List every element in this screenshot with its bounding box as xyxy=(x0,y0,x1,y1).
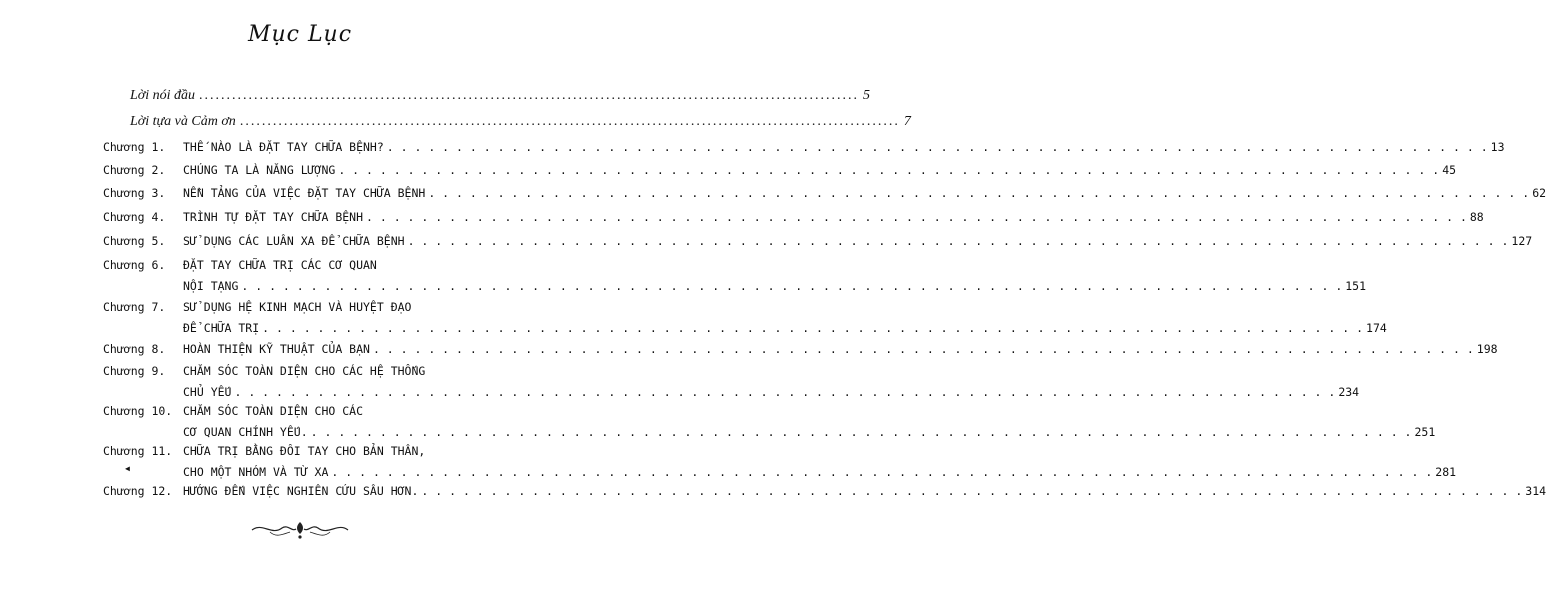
chapter-title: CHỦ YẾU xyxy=(183,385,232,399)
leader-dots: . . . . . . . . . . . . . . . . . . . . . . . . . . . . . . . . . . . . . . . . . . . . . . . . . . . . . . . . . . . . . . . . . . . . . . . . . . . . . . . . xyxy=(338,163,1440,177)
chapter-body xyxy=(183,163,1457,184)
chapter-title: CHĂM SÓC TOÀN DIỆN CHO CÁC HỆ THỐNG xyxy=(183,364,426,378)
chapter-title: HOÀN THIỆN KỸ THUẬT CỦA BẠN xyxy=(183,342,370,356)
chapter-title-line xyxy=(183,258,498,279)
chapter-title-line xyxy=(183,210,1484,231)
page-number: 127 xyxy=(1511,234,1533,248)
chapter-body xyxy=(183,210,1484,231)
leader-dots: . . . . . . . . . . . . . . . . . . . . . . . . . . . . . . . . . . . . . . . . . . . . . . . . . . . . . . . . . . . . . . . . . . . . . . . . . . . . . . . . xyxy=(234,385,1336,399)
chapter-label: Chương 9. xyxy=(103,364,166,378)
page-number: 62 xyxy=(1532,186,1546,200)
page-number: 7 xyxy=(903,114,911,129)
page-number: 13 xyxy=(1490,140,1505,154)
chapter-title: CHỮA TRỊ BẰNG ĐÔI TAY CHO BẢN THÂN, xyxy=(183,444,426,458)
front-matter-entry[interactable] xyxy=(130,88,871,104)
leader-dots: . . . . . . . . . . . . . . . . . . . . . . . . . . . . . . . . . . . . . . . . . . . . . . . . . . . . . . . . . . . . . . . . . . . . . . . . . . . . . . . . xyxy=(310,425,1412,439)
chapter-label: Chương 8. xyxy=(103,342,166,356)
chapter-label: Chương 2. xyxy=(103,163,166,177)
chapter-title: SỬ DỤNG CÁC LUÂN XA ĐỂ CHỮA BỆNH xyxy=(183,234,405,248)
page-number: 174 xyxy=(1366,321,1387,335)
chapter-title: SỬ DỤNG HỆ KINH MẠCH VÀ HUYỆT ĐẠO xyxy=(183,300,412,314)
chapter-title: ĐỂ CHỮA TRỊ xyxy=(183,321,260,335)
chapter-title: NỀN TẢNG CỦA VIỆC ĐẶT TAY CHỮA BỆNH xyxy=(183,186,426,200)
chapter-title-line xyxy=(183,300,498,321)
chapter-label: Chương 11. xyxy=(103,444,173,458)
chapter-body xyxy=(183,444,1457,486)
page-number: 88 xyxy=(1469,210,1484,224)
leader-dots: . . . . . . . . . . . . . . . . . . . . . . . . . . . . . . . . . . . . . . . . . . . . . . . . . . . . . . . . . . . . . . . . . . . . . . . . . . . . . . . . xyxy=(407,234,1509,248)
chapter-body xyxy=(183,484,1546,505)
chapter-title-line xyxy=(183,404,498,425)
chapter-title: CHO MỘT NHÓM VÀ TỪ XA xyxy=(183,465,329,479)
chapter-body xyxy=(183,404,1436,446)
page-number: 45 xyxy=(1442,163,1457,177)
leader-dots: . . . . . . . . . . . . . . . . . . . . . . . . . . . . . . . . . . . . . . . . . . . . . . . . . . . . . . . . . . . . . . . . . . . . . . . . . . . . . . . . xyxy=(241,279,1343,293)
chapter-title-line xyxy=(183,425,1436,446)
chapter-body xyxy=(183,140,1505,161)
chapter-label: Chương 6. xyxy=(103,258,166,272)
chapter-title: CHĂM SÓC TOÀN DIỆN CHO CÁC xyxy=(183,404,364,418)
page-number: 314 xyxy=(1525,484,1546,498)
front-matter-entry[interactable] xyxy=(130,114,911,130)
chapter-title-line xyxy=(183,234,1533,255)
leader-dots: ........................................................................................................................ xyxy=(199,88,860,103)
ornament-divider-icon xyxy=(250,518,350,540)
chapter-title-line xyxy=(183,484,1546,505)
chapter-title-line xyxy=(183,342,1498,363)
margin-mark: ◀ xyxy=(125,464,130,473)
chapter-label: Chương 1. xyxy=(103,140,166,154)
chapter-body xyxy=(183,234,1533,255)
page-number: 151 xyxy=(1345,279,1367,293)
chapter-label: Chương 7. xyxy=(103,300,166,314)
chapter-body xyxy=(183,364,1360,406)
chapter-title-line xyxy=(183,465,1457,486)
chapter-label: Chương 12. xyxy=(103,484,173,498)
leader-dots: . . . . . . . . . . . . . . . . . . . . . . . . . . . . . . . . . . . . . . . . . . . . . . . . . . . . . . . . . . . . . . . . . . . . . . . . . . . . . . . . xyxy=(421,484,1523,498)
chapter-title: THẾ NÀO LÀ ĐẶT TAY CHỮA BỆNH? xyxy=(183,140,384,154)
leader-dots: . . . . . . . . . . . . . . . . . . . . . . . . . . . . . . . . . . . . . . . . . . . . . . . . . . . . . . . . . . . . . . . . . . . . . . . . . . . . . . . . xyxy=(262,321,1364,335)
leader-dots: . . . . . . . . . . . . . . . . . . . . . . . . . . . . . . . . . . . . . . . . . . . . . . . . . . . . . . . . . . . . . . . . . . . . . . . . . . . . . . . . xyxy=(372,342,1474,356)
chapter-title: TRÌNH TỰ ĐẶT TAY CHỮA BỆNH xyxy=(183,210,364,224)
chapter-title: CƠ QUAN CHÍNH YẾU. xyxy=(183,425,308,439)
leader-dots: ........................................................................................................................ xyxy=(239,114,900,129)
chapter-title-line xyxy=(183,321,1387,342)
leader-dots: . . . . . . . . . . . . . . . . . . . . . . . . . . . . . . . . . . . . . . . . . . . . . . . . . . . . . . . . . . . . . . . . . . . . . . . . . . . . . . . . xyxy=(366,210,1467,224)
page-number: 281 xyxy=(1435,465,1457,479)
page-title: Mục Lục xyxy=(247,22,353,47)
page-number: 234 xyxy=(1338,385,1360,399)
page-number: 198 xyxy=(1476,342,1498,356)
chapter-label: Chương 5. xyxy=(103,234,166,248)
chapter-body xyxy=(183,300,1387,342)
leader-dots: . . . . . . . . . . . . . . . . . . . . . . . . . . . . . . . . . . . . . . . . . . . . . . . . . . . . . . . . . . . . . . . . . . . . . . . . . . . . . . . . xyxy=(331,465,1433,479)
page-number: 5 xyxy=(863,88,871,103)
chapter-body xyxy=(183,258,1367,300)
chapter-label: Chương 4. xyxy=(103,210,166,224)
entry-label: Lời tựa và Cảm ơn xyxy=(130,114,236,129)
chapter-body xyxy=(183,342,1498,363)
leader-dots: . . . . . . . . . . . . . . . . . . . . . . . . . . . . . . . . . . . . . . . . . . . . . . . . . . . . . . . . . . . . . . . . . . . . . . . . . . . . . . . . xyxy=(386,140,1488,154)
chapter-title: CHÚNG TA LÀ NĂNG LƯỢNG xyxy=(183,163,336,177)
chapter-title-line xyxy=(183,186,1546,207)
chapter-body xyxy=(183,186,1546,207)
chapter-title: NỘI TẠNG xyxy=(183,279,239,293)
chapter-title-line xyxy=(183,364,498,385)
chapter-title-line xyxy=(183,140,1505,161)
chapter-title: ĐẶT TAY CHỮA TRỊ CÁC CƠ QUAN xyxy=(183,258,377,272)
chapter-title-line xyxy=(183,163,1457,184)
entry-label: Lời nói đầu xyxy=(130,88,196,103)
leader-dots: . . . . . . . . . . . . . . . . . . . . . . . . . . . . . . . . . . . . . . . . . . . . . . . . . . . . . . . . . . . . . . . . . . . . . . . . . . . . . . . . xyxy=(428,186,1530,200)
chapter-label: Chương 3. xyxy=(103,186,166,200)
chapter-title: HƯỚNG ĐẾN VIỆC NGHIÊN CỨU SÂU HƠN. xyxy=(183,484,419,498)
chapter-title-line xyxy=(183,444,498,465)
page-number: 251 xyxy=(1414,425,1436,439)
chapter-title-line xyxy=(183,279,1367,300)
chapter-label: Chương 10. xyxy=(103,404,173,418)
chapter-title-line xyxy=(183,385,1360,406)
